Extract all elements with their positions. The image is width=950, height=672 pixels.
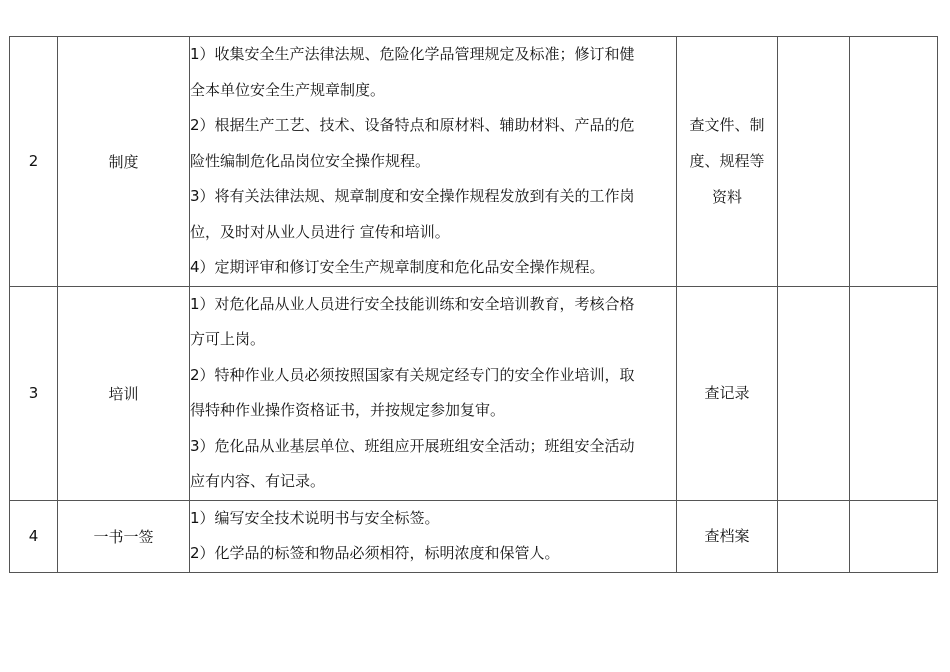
requirement-line: 得特种作业操作资格证书，并按规定参加复审。 <box>190 401 506 419</box>
method-line: 度、规程等 <box>689 152 765 171</box>
check-method <box>677 286 778 500</box>
check-method <box>677 500 778 572</box>
requirement-line: 2）特种作业人员必须按照国家有关规定经专门的安全作业培训，取 <box>190 365 635 384</box>
requirement-line: 应有内容、有记录。 <box>190 472 326 490</box>
requirement <box>190 287 676 358</box>
row-number: 2 <box>10 37 58 287</box>
method-line: 查档案 <box>704 527 750 545</box>
table-row <box>10 500 938 572</box>
requirement-line: 1）收集安全生产法律法规、危险化学品管理规定及标准；修订和健 <box>190 45 635 63</box>
safety-checklist-table <box>9 36 938 573</box>
requirement-line: 2）根据生产工艺、技术、设备特点和原材料、辅助材料、产品的危 <box>190 116 635 134</box>
empty-cell <box>850 37 938 287</box>
requirement <box>190 250 676 286</box>
empty-cell <box>778 37 850 287</box>
row-number: 3 <box>10 286 58 500</box>
requirement-line: 2）化学品的标签和物品必须相符，标明浓度和保管人。 <box>190 544 560 562</box>
requirement <box>190 536 676 572</box>
empty-cell <box>778 500 850 572</box>
requirements-cell <box>190 37 677 287</box>
requirements-cell <box>190 286 677 500</box>
check-item: 培训 <box>58 286 190 500</box>
requirement <box>190 358 676 429</box>
empty-cell <box>778 286 850 500</box>
requirement <box>190 179 676 250</box>
requirement-line: 位，及时对从业人员进行 宣传和培训。 <box>190 222 450 241</box>
empty-cell <box>850 286 938 500</box>
requirement-line: 1）对危化品从业人员进行安全技能训练和安全培训教育，考核合格 <box>190 294 635 313</box>
method-line: 资料 <box>711 188 742 207</box>
check-method <box>677 37 778 287</box>
requirement-line: 3）将有关法律法规、规章制度和安全操作规程发放到有关的工作岗 <box>190 187 635 205</box>
requirement-line: 方可上岗。 <box>190 330 266 348</box>
requirements-cell <box>190 500 677 572</box>
method-line: 查文件、制 <box>689 116 765 135</box>
check-item: 一书一签 <box>58 500 190 572</box>
requirement-line: 4）定期评审和修订安全生产规章制度和危化品安全操作规程。 <box>190 258 605 276</box>
requirement <box>190 429 676 500</box>
requirement-line: 全本单位安全生产规章制度。 <box>190 80 386 99</box>
row-number: 4 <box>10 500 58 572</box>
empty-cell <box>850 500 938 572</box>
table-row <box>10 37 938 287</box>
requirement-line: 3）危化品从业基层单位、班组应开展班组安全活动；班组安全活动 <box>190 436 635 455</box>
requirement-line: 险性编制危化品岗位安全操作规程。 <box>190 151 431 170</box>
method-line: 查记录 <box>704 384 750 402</box>
check-item: 制度 <box>58 37 190 287</box>
requirement <box>190 108 676 179</box>
requirement-line: 1）编写安全技术说明书与安全标签。 <box>190 508 440 527</box>
requirement <box>190 501 676 537</box>
table-row <box>10 286 938 500</box>
requirement <box>190 37 676 108</box>
